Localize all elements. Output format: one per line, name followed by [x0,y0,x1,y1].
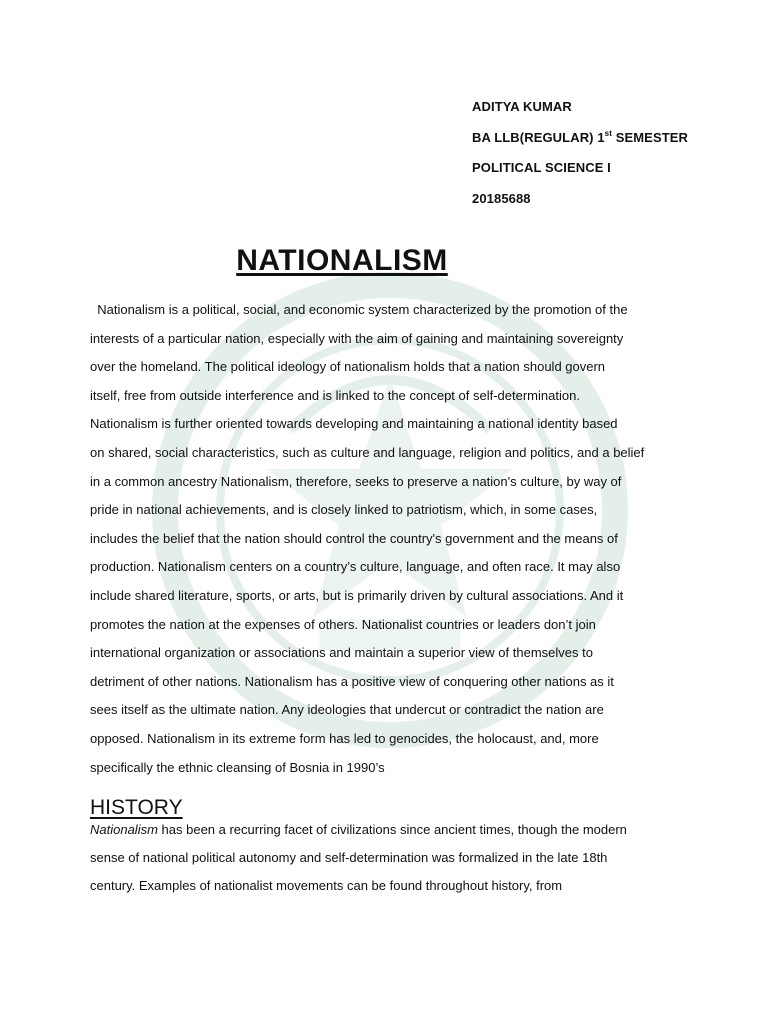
document-title: NATIONALISM [236,244,448,277]
roll-number: 20185688 [472,190,531,206]
paragraph-line: includes the belief that the nation should control the country's government and the means of [90,530,618,546]
paragraph-line: on shared, social characteristics, such as culture and language, religion and politics, and a belief [90,444,645,460]
author-info-block [472,92,752,214]
history-line: sense of national political autonomy and self-determination was formalized in the late 18th [90,850,608,866]
history-line: century. Examples of nationalist movements can be found throughout history, from [90,878,563,894]
history-line [90,816,690,844]
history-paragraph [90,816,690,901]
paragraph-line: over the homeland. The political ideology of nationalism holds that a nation should govern [90,359,606,375]
paragraph-line: itself, free from outside interference and is linked to the concept of self-determination. [90,387,580,403]
paragraph-line: Nationalism is a political, social, and economic system characterized by the promotion of the [90,302,628,317]
paragraph-line: production. Nationalism centers on a country’s culture, language, and often race. It may also [90,559,621,575]
history-first-line-rest: has been a recurring facet of civilizations since ancient times, though the modern [157,822,627,837]
nationalism-paragraph [90,296,690,782]
paragraph-line: interests of a particular nation, especially with the aim of gaining and maintaining sovereignty [90,330,624,346]
course-ordinal-suffix: st [604,128,612,138]
paragraph-line: include shared literature, sports, or arts, but is primarily driven by cultural associations. And it [90,587,624,603]
history-first-word: Nationalism [90,822,158,837]
paragraph-line: detriment of other nations. Nationalism has a positive view of conquering other nations as it [90,673,614,689]
paragraph-line: international organization or associations and maintain a superior view of themselves to [90,645,593,661]
paragraph-line: opposed. Nationalism in its extreme form has led to genocides, the holocaust, and, more [90,730,599,746]
paragraph-line: sees itself as the ultimate nation. Any ideologies that undercut or contradict the nation are [90,702,604,718]
subject-name: POLITICAL SCIENCE I [472,160,611,175]
course-line [472,123,752,154]
course-tail: SEMESTER [611,129,689,145]
author-name: ADITYA KUMAR [472,99,572,114]
paragraph-line: pride in national achievements, and is closely linked to patriotism, which, in some cases, [90,502,598,518]
paragraph-line: Nationalism is further oriented towards developing and maintaining a national identity based [90,416,618,432]
course-main: BA LLB(REGULAR) 1 [472,129,605,145]
paragraph-line: promotes the nation at the expenses of others. Nationalist countries or leaders don’t join [90,616,596,632]
history-heading: HISTORY [90,796,183,819]
paragraph-line: specifically the ethnic cleansing of Bosnia in 1990’s [90,759,385,775]
paragraph-line: in a common ancestry Nationalism, therefore, seeks to preserve a nation's culture, by way of [90,473,622,489]
